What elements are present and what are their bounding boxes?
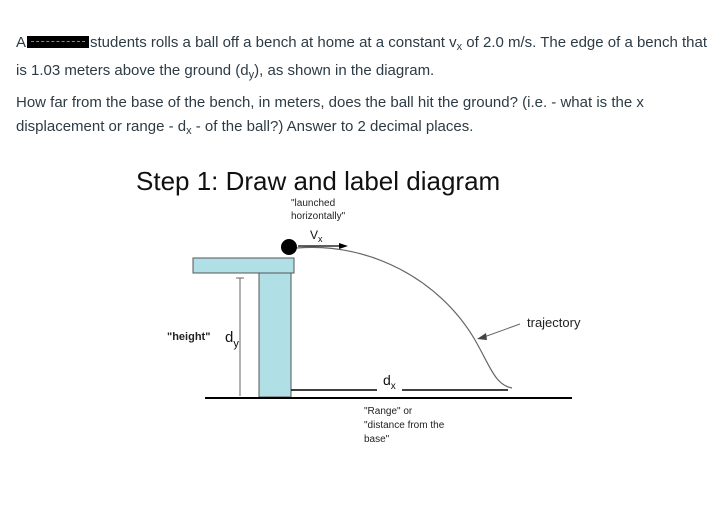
p2-end: - of the ball?) Answer to 2 decimal places. [191, 118, 474, 135]
p1-start: A [16, 34, 27, 51]
p1-end: ), as shown in the diagram. [254, 62, 435, 79]
trajectory-pointer [484, 324, 520, 337]
vx-label: $V_x$ [310, 228, 323, 244]
trajectory-label: trajectory [527, 315, 581, 330]
bench-leg [259, 273, 291, 397]
dx-subscript: x [186, 125, 192, 137]
redacted-text [27, 36, 89, 48]
diagram-title: Step 1: Draw and label diagram [136, 166, 501, 196]
question-paragraph-2 [16, 91, 716, 143]
launched-label-line2: horizontally" [291, 211, 346, 222]
height-label: "height" [167, 331, 211, 343]
projectile-diagram [0, 160, 727, 460]
trajectory-curve [297, 247, 512, 388]
launched-label-line1: "launched [291, 198, 336, 209]
p1-after-redact: students rolls a ball off a bench at home at a constant v [90, 34, 457, 51]
ball [281, 239, 297, 255]
velocity-arrowhead [339, 243, 348, 249]
p1-mid: of 2.0 m/s. The edge of a bench that is 1.03 meters above the ground (d [16, 34, 708, 79]
trajectory-pointer-head [477, 333, 487, 340]
dx-label: $d_x$ [383, 372, 396, 392]
question-paragraph-1 [16, 31, 716, 87]
bench-top [193, 258, 294, 273]
dy-label: $d_y$ [225, 329, 239, 350]
p2-start: How far from the base of the bench, in meters, does the ball hit the ground? (i.e. - what is the x displacement or range - d [16, 94, 644, 135]
dy-subscript: y [248, 69, 255, 81]
range-label-line1: "Range" or [364, 406, 413, 417]
range-label-line3: base" [364, 434, 390, 445]
vx-subscript: x [456, 41, 463, 53]
range-label-line2: "distance from the [364, 420, 445, 431]
